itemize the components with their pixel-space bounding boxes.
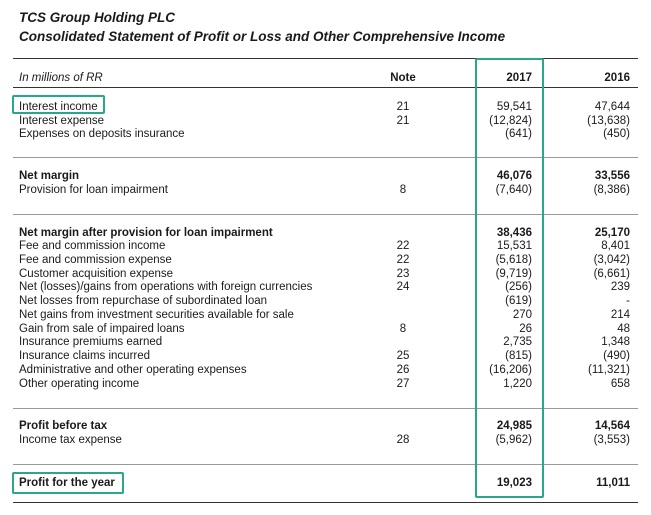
row-note: 25 xyxy=(396,350,410,362)
row-label: Net (losses)/gains from operations with foreign currencies xyxy=(19,281,313,293)
row-note: 23 xyxy=(396,268,410,280)
row-label: Customer acquisition expense xyxy=(19,268,174,280)
row-note: 26 xyxy=(396,364,410,376)
row-label: Net margin after provision for loan impairment xyxy=(19,227,273,239)
row-value-2016: 8,401 xyxy=(601,240,630,252)
row-value-2017: (5,962) xyxy=(495,434,532,446)
row-value-2017: (815) xyxy=(505,350,532,362)
row-value-2016: 47,644 xyxy=(594,101,630,113)
row-label: Net gains from investment securities available for sale xyxy=(19,309,294,321)
row-value-2017: 15,531 xyxy=(496,240,532,252)
row-label: Insurance claims incurred xyxy=(19,350,151,362)
row-note: 21 xyxy=(396,115,410,127)
row-label: Provision for loan impairment xyxy=(19,184,168,196)
row-label: Net margin xyxy=(19,170,80,182)
row-value-2016: (6,661) xyxy=(593,268,630,280)
row-value-2016: - xyxy=(626,295,630,307)
row-label: Interest income xyxy=(19,101,98,113)
row-value-2017: (619) xyxy=(505,295,532,307)
row-value-2017: (641) xyxy=(505,128,532,140)
row-label: Fee and commission income xyxy=(19,240,166,252)
row-value-2017: (256) xyxy=(505,281,532,293)
row-value-2017: 19,023 xyxy=(496,477,532,489)
row-value-2016: 25,170 xyxy=(594,227,630,239)
row-label: Insurance premiums earned xyxy=(19,336,163,348)
row-note: 22 xyxy=(396,254,410,266)
row-value-2016: (490) xyxy=(603,350,630,362)
row-value-2017: 26 xyxy=(519,323,532,335)
row-label: Profit before tax xyxy=(19,420,108,432)
row-value-2017: 270 xyxy=(512,309,532,321)
statement-title: Consolidated Statement of Profit or Loss and Other Comprehensive Income xyxy=(19,29,506,44)
row-value-2016: 48 xyxy=(617,323,630,335)
row-value-2016: (450) xyxy=(603,128,630,140)
rule-header xyxy=(13,87,638,88)
row-note: 24 xyxy=(396,281,410,293)
row-value-2017: 24,985 xyxy=(496,420,532,432)
row-note: 28 xyxy=(396,434,410,446)
row-label: Fee and commission expense xyxy=(19,254,172,266)
row-value-2017: 38,436 xyxy=(496,227,532,239)
unit-label: In millions of RR xyxy=(19,72,103,84)
rule-top xyxy=(13,58,638,59)
company-title: TCS Group Holding PLC xyxy=(19,10,175,25)
row-value-2017: 2,735 xyxy=(503,336,532,348)
note-header: Note xyxy=(390,72,416,84)
row-label: Net losses from repurchase of subordinated loan xyxy=(19,295,268,307)
row-label: Administrative and other operating expenses xyxy=(19,364,247,376)
row-value-2016: 658 xyxy=(610,378,630,390)
row-value-2016: 14,564 xyxy=(594,420,630,432)
row-value-2016: (11,321) xyxy=(588,364,630,376)
row-value-2017: (5,618) xyxy=(495,254,532,266)
row-value-2017: (12,824) xyxy=(489,115,532,127)
row-value-2017: 1,220 xyxy=(503,378,532,390)
year-2017-header: 2017 xyxy=(506,72,532,84)
row-note: 22 xyxy=(396,240,410,252)
row-value-2017: (7,640) xyxy=(495,184,532,196)
row-value-2016: 239 xyxy=(610,281,630,293)
row-label: Income tax expense xyxy=(19,434,122,446)
row-note: 8 xyxy=(399,184,407,196)
row-label: Other operating income xyxy=(19,378,140,390)
row-value-2016: 33,556 xyxy=(594,170,630,182)
row-value-2016: (13,638) xyxy=(587,115,630,127)
row-value-2017: (9,719) xyxy=(495,268,532,280)
row-value-2017: 46,076 xyxy=(496,170,532,182)
row-label: Expenses on deposits insurance xyxy=(19,128,185,140)
row-value-2017: (16,206) xyxy=(489,364,532,376)
row-label: Interest expense xyxy=(19,115,105,127)
row-value-2016: 11,011 xyxy=(596,477,630,489)
row-value-2016: 1,348 xyxy=(601,336,630,348)
row-note: 8 xyxy=(399,323,407,335)
row-value-2016: (3,553) xyxy=(593,434,630,446)
row-note: 27 xyxy=(396,378,410,390)
rule-section-3 xyxy=(13,408,638,409)
rule-section-2 xyxy=(13,214,638,215)
row-value-2016: (3,042) xyxy=(593,254,630,266)
rule-section-1 xyxy=(13,157,638,158)
rule-section-4 xyxy=(13,464,638,465)
row-note: 21 xyxy=(396,101,410,113)
row-value-2016: (8,386) xyxy=(593,184,630,196)
row-value-2016: 214 xyxy=(610,309,630,321)
year-2016-header: 2016 xyxy=(604,72,630,84)
row-label: Gain from sale of impaired loans xyxy=(19,323,185,335)
rule-bottom xyxy=(13,502,638,503)
row-label: Profit for the year xyxy=(19,477,115,489)
row-value-2017: 59,541 xyxy=(496,101,532,113)
